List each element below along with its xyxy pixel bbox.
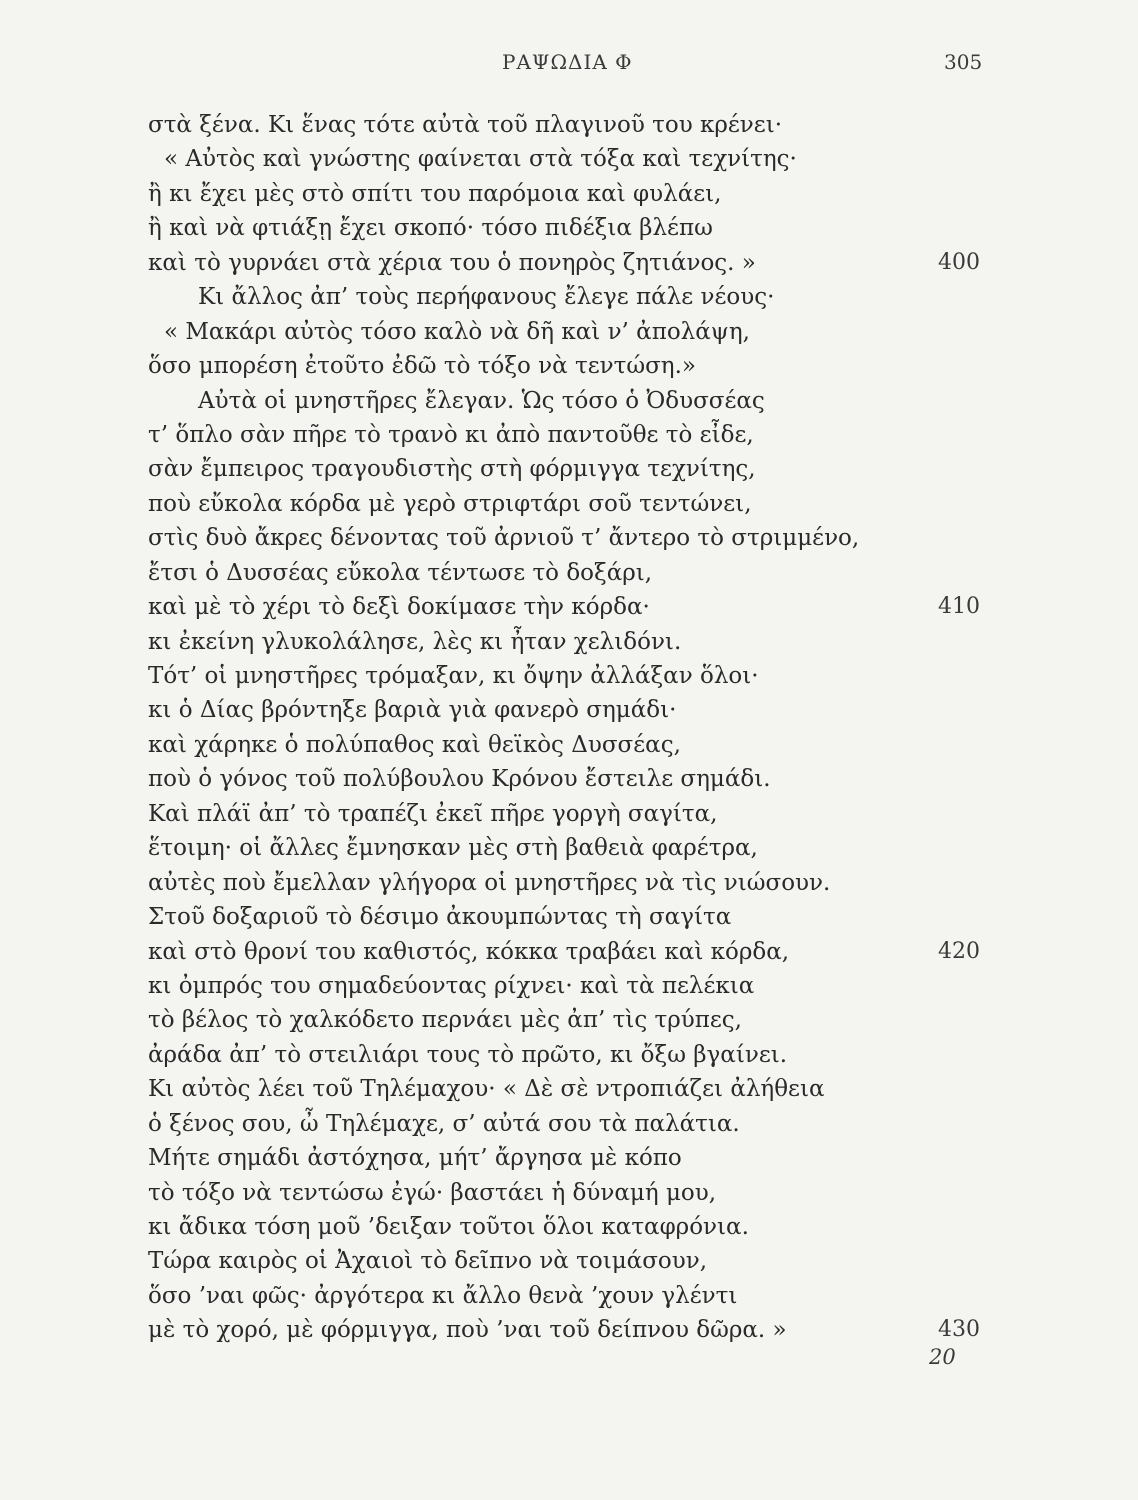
verse-line [148, 831, 988, 865]
verse-text: κι ἄδικα τόση μοῦ ’δειξαν τοῦτοι ὅλοι καταφρόνια. [148, 1214, 749, 1240]
verse-line [148, 556, 988, 590]
line-number: 400 [938, 249, 980, 275]
verse-line [148, 452, 988, 486]
verse-text: ποὺ ὁ γόνος τοῦ πολύβουλου Κρόνου ἔστειλε σημάδι. [148, 766, 771, 793]
verse-text: Τώρα καιρὸς οἱ Ἀχαιοὶ τὸ δεῖπνο νὰ τοιμάσουν, [148, 1248, 708, 1275]
verse-text: καὶ χάρηκε ὁ πολύπαθος καὶ θεϊκὸς Δυσσέας, [148, 731, 681, 758]
verse-text: Καὶ πλάϊ ἀπ’ τὸ τραπέζι ἐκεῖ πῆρε γοργὴ σαγίτα, [148, 800, 718, 827]
verse-text: ἀράδα ἀπ’ τὸ στειλιάρι τους τὸ πρῶτο, κι ὄξω βγαίνει. [148, 1041, 788, 1068]
verse-text: καὶ τὸ γυρνάει στὰ χέρια του ὁ πονηρὸς ζητιάνος. » [148, 249, 756, 276]
verse-line [148, 693, 988, 727]
verse-line [148, 246, 988, 280]
verse-text: στὰ ξένα. Κι ἕνας τότε αὐτὰ τοῦ πλαγινοῦ του κρένει· [148, 112, 783, 138]
verse-line [148, 142, 988, 176]
verse-text: Μήτε σημάδι ἀστόχησα, μήτ’ ἄργησα μὲ κόπο [148, 1145, 682, 1172]
verse-block [148, 108, 988, 1348]
verse-line [148, 797, 988, 831]
verse-line [148, 1141, 988, 1175]
line-number: 430 [938, 1317, 980, 1343]
verse-text: ἕτοιμη· οἱ ἄλλες ἔμνησκαν μὲς στὴ βαθειὰ φαρέτρα, [148, 835, 758, 862]
verse-text: Κι ἄλλος ἀπ’ τοὺς περήφανους ἔλεγε πάλε νέους· [198, 284, 775, 311]
verse-line [148, 900, 988, 934]
verse-text: ὁ ξένος σου, ὦ Τηλέμαχε, σ’ αὐτά σου τὰ παλάτια. [148, 1110, 740, 1137]
verse-line [148, 659, 988, 693]
verse-line [148, 211, 988, 245]
page-number: 305 [944, 50, 983, 74]
verse-text: μὲ τὸ χορό, μὲ φόρμιγγα, ποὺ ’ναι τοῦ δείπνου δῶρα. » [148, 1317, 787, 1344]
verse-line [148, 487, 988, 521]
running-head [0, 50, 1138, 80]
verse-line [148, 866, 988, 900]
verse-text: ἢ κι ἔχει μὲς στὸ σπίτι του παρόμοια καὶ φυλάει, [148, 180, 722, 207]
verse-line [148, 762, 988, 796]
verse-text: καὶ μὲ τὸ χέρι τὸ δεξὶ δοκίμασε τὴν κόρδα· [148, 594, 650, 621]
verse-line [148, 521, 988, 555]
line-number: 420 [938, 938, 980, 964]
verse-line [148, 935, 988, 969]
verse-line [148, 280, 988, 314]
verse-line [148, 969, 988, 1003]
verse-line [148, 418, 988, 452]
verse-text: Κι αὐτὸς λέει τοῦ Τηλέμαχου· « Δὲ σὲ ντροπιάζει ἀλήθεια [148, 1076, 825, 1103]
verse-text: « Μακάρι αὐτὸς τόσο καλὸ νὰ δῆ καὶ ν’ ἀπολάψη, [164, 318, 750, 345]
verse-line [148, 315, 988, 349]
verse-text: ἢ καὶ νὰ φτιάξῃ ἔχει σκοπό· τόσο πιδέξια βλέπω [148, 215, 713, 242]
verse-text: « Αὐτὸς καὶ γνώστης φαίνεται στὰ τόξα καὶ τεχνίτης· [164, 146, 797, 173]
verse-text: ὅσο μπορέση ἐτοῦτο ἐδῶ τὸ τόξο νὰ τεντώση.» [148, 353, 696, 380]
verse-text: Αὐτὰ οἱ μνηστῆρες ἔλεγαν. Ὡς τόσο ὁ Ὀδυσσέας [198, 387, 765, 414]
verse-line [148, 1176, 988, 1210]
verse-text: κι ἐκείνη γλυκολάλησε, λὲς κι ἦταν χελιδόνι. [148, 628, 682, 655]
printer-signature: 20 [929, 1345, 956, 1369]
verse-text: ὅσο ’ναι φῶς· ἀργότερα κι ἄλλο θενὰ ’χουν γλέντι [148, 1282, 738, 1309]
verse-line [148, 177, 988, 211]
verse-line [148, 1072, 988, 1106]
verse-line [148, 1313, 988, 1347]
verse-text: στὶς δυὸ ἄκρες δένοντας τοῦ ἀρνιοῦ τ’ ἄντερο τὸ στριμμένο, [148, 525, 860, 552]
verse-line [148, 625, 988, 659]
verse-line [148, 1244, 988, 1278]
verse-line [148, 108, 988, 142]
verse-text: ἔτσι ὁ Δυσσέας εὔκολα τέντωσε τὸ δοξάρι, [148, 559, 653, 586]
verse-text: ποὺ εὔκολα κόρδα μὲ γερὸ στριφτάρι σοῦ τεντώνει, [148, 490, 752, 517]
verse-line [148, 1279, 988, 1313]
verse-text: Στοῦ δοξαριοῦ τὸ δέσιμο ἀκουμπώντας τὴ σαγίτα [148, 904, 732, 931]
verse-text: αὐτὲς ποὺ ἔμελλαν γλήγορα οἱ μνηστῆρες νὰ τὶς νιώσουν. [148, 869, 831, 896]
verse-line [148, 1210, 988, 1244]
chapter-title: ΡΑΨΩΔΙΑ Φ [502, 50, 633, 74]
verse-text: τὸ τόξο νὰ τεντώσω ἐγώ· βαστάει ἡ δύναμή μου, [148, 1179, 717, 1206]
verse-text: σὰν ἔμπειρος τραγουδιστὴς στὴ φόρμιγγα τεχνίτης, [148, 456, 756, 483]
verse-line [148, 1038, 988, 1072]
verse-line [148, 384, 988, 418]
verse-line [148, 1107, 988, 1141]
verse-text: κι ὁ Δίας βρόντηξε βαριὰ γιὰ φανερὸ σημάδι· [148, 697, 677, 724]
line-number: 410 [938, 594, 980, 620]
verse-text: κι ὀμπρός του σημαδεύοντας ρίχνει· καὶ τὰ πελέκια [148, 972, 755, 999]
verse-line [148, 349, 988, 383]
verse-line [148, 590, 988, 624]
verse-text: τὸ βέλος τὸ χαλκόδετο περνάει μὲς ἀπ’ τὶς τρύπες, [148, 1007, 742, 1034]
verse-text: Τότ’ οἱ μνηστῆρες τρόμαξαν, κι ὄψην ἀλλάξαν ὅλοι· [148, 663, 759, 689]
verse-text: καὶ στὸ θρονί του καθιστός, κόκκα τραβάει καὶ κόρδα, [148, 938, 790, 965]
verse-text: τ’ ὅπλο σὰν πῆρε τὸ τρανὸ κι ἀπὸ παντοῦθε τὸ εἶδε, [148, 421, 754, 448]
verse-line [148, 728, 988, 762]
verse-line [148, 1003, 988, 1037]
